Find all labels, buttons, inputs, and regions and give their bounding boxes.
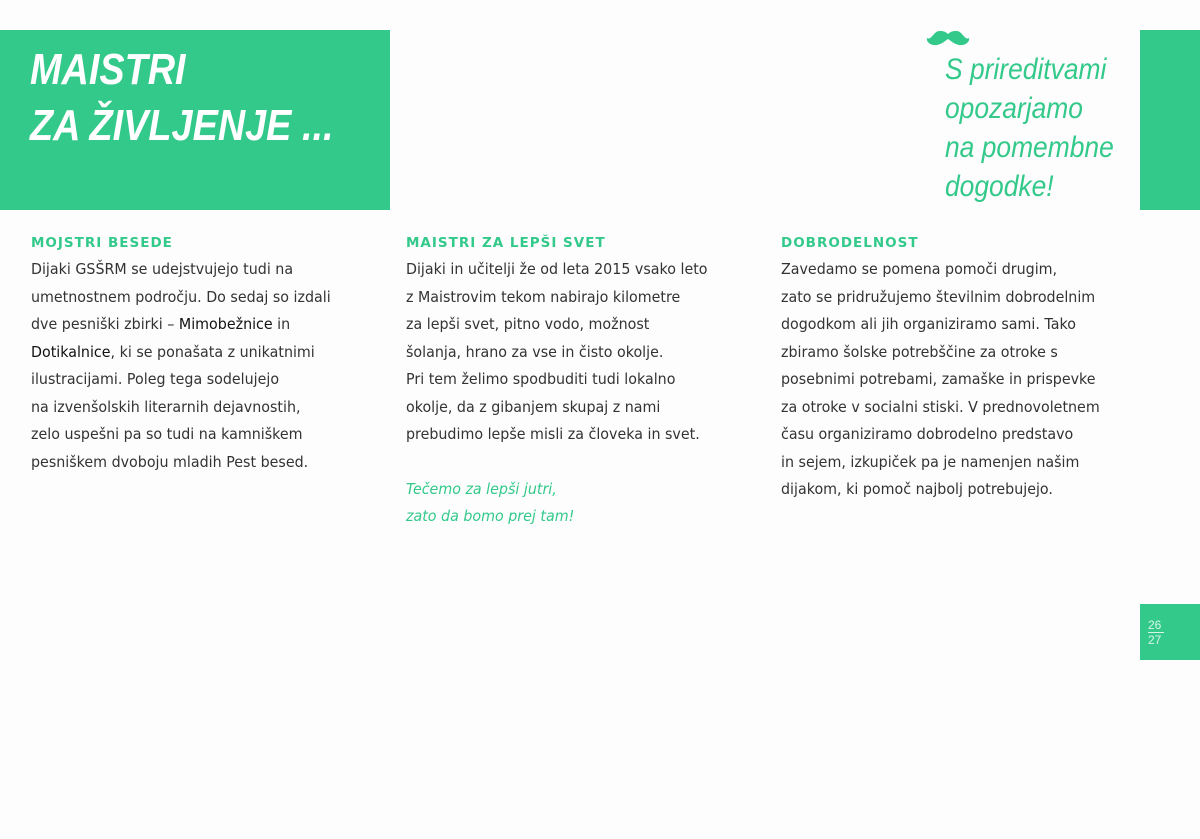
slogan-line: na pomembne [945, 131, 1114, 164]
body-line: Zavedamo se pomena pomoči drugim, [781, 260, 1058, 278]
body-line: za lepši svet, pitno vodo, možnost [406, 315, 650, 333]
quote-line: zato da bomo prej tam! [406, 507, 575, 525]
slogan-line: opozarjamo [945, 92, 1083, 125]
body-line [31, 339, 383, 367]
body-line: dogodkom ali jih organiziramo sami. Tako [781, 315, 1076, 333]
body-line: za otroke v socialni stiski. V prednovoletnem [781, 397, 1100, 416]
body-line: okolje, da z gibanjem skupaj z nami [406, 397, 661, 416]
page-number-right: 27 [1148, 633, 1162, 647]
section-body [406, 256, 758, 531]
body-line: prebudimo lepše misli za človeka in svet. [406, 425, 700, 443]
quote-line: Tečemo za lepši jutri, [406, 479, 557, 498]
body-line: zbiramo šolske potrebščine za otroke s [781, 342, 1058, 361]
body-line: šolanja, hrano za vse in čisto okolje. [406, 342, 664, 361]
section-heading: DOBRODELNOST [781, 235, 919, 251]
page-title-line-1: MAISTRI [30, 45, 186, 94]
accent-bar [1140, 30, 1200, 210]
page-number-left: 26 [1148, 618, 1162, 632]
page-title-line-2: ZA ŽIVLJENJE ... [30, 101, 334, 150]
slogan-line: dogodke! [945, 170, 1054, 203]
body-line: pesniškem dvoboju mladih Pest besed. [31, 452, 309, 471]
column-dobrodelnost [781, 233, 1131, 504]
column-mojstri-besede [31, 233, 381, 476]
body-line: umetnostnem področju. Do sedaj so izdali [31, 287, 331, 306]
section-heading: MOJSTRI BESEDE [31, 235, 173, 251]
mustache-icon [926, 28, 970, 48]
body-line: na izvenšolskih literarnih dejavnostih, [31, 397, 301, 416]
slogan-line: S prireditvami [945, 53, 1107, 86]
book-title-mimobeznice: Mimobežnice [178, 315, 273, 333]
body-fragment: , ki se ponašata z unikatnimi [110, 342, 315, 361]
slogan [945, 50, 1121, 206]
motto-quote [406, 476, 758, 531]
body-line: in sejem, izkupiček pa je namenjen našim [781, 452, 1080, 471]
column-maistri-za-lepsi-svet [406, 233, 756, 531]
body-line: z Maistrovim tekom nabirajo kilometre [406, 287, 681, 306]
body-line [31, 311, 383, 339]
body-line: posebnimi potrebami, zamaške in prispevke [781, 370, 1096, 388]
body-line: Pri tem želimo spodbuditi tudi lokalno [406, 370, 676, 388]
body-line: dijakom, ki pomoč najbolj potrebujejo. [781, 480, 1053, 498]
body-line: zelo uspešni pa so tudi na kamniškem [31, 425, 303, 443]
body-fragment: in [272, 315, 291, 333]
book-title-dotikalnice: Dotikalnice [31, 342, 111, 361]
body-line: zato se pridružujemo številnim dobrodelnim [781, 287, 1096, 306]
body-line: Dijaki in učitelji že od leta 2015 vsako leto [406, 260, 708, 278]
body-line: Dijaki GSŠRM se udejstvujejo tudi na [31, 260, 294, 278]
section-body [781, 256, 1133, 504]
body-line: času organiziramo dobrodelno predstavo [781, 425, 1074, 443]
body-line: ilustracijami. Poleg tega sodelujejo [31, 370, 280, 388]
section-body [31, 256, 383, 476]
body-fragment: dve pesniški zbirki – [31, 315, 179, 333]
page-number-box [1140, 604, 1200, 660]
title-block [0, 30, 390, 210]
section-heading: MAISTRI ZA LEPŠI SVET [406, 235, 606, 251]
